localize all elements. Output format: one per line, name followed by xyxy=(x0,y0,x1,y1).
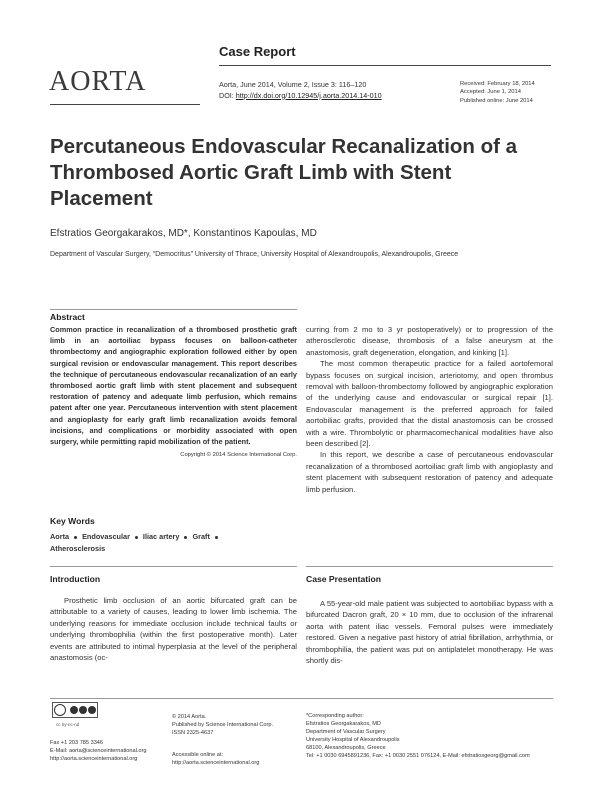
journal-logo-text: AORTA xyxy=(49,66,147,97)
copyright-year: © 2014 Aorta. xyxy=(172,714,207,720)
cc-label: cc by-nc-nd xyxy=(56,722,80,727)
journal-logo xyxy=(49,66,147,98)
case-presentation-heading: Case Presentation xyxy=(306,574,381,584)
citation-line: Aorta, June 2014, Volume 2, Issue 3: 116–120 xyxy=(219,80,367,89)
title-line-2: Thrombosed Aortic Graft Limb with Stent xyxy=(50,161,452,184)
bullet-icon xyxy=(74,536,77,539)
corresponding-author xyxy=(306,712,530,761)
bullet-icon xyxy=(215,536,218,539)
article-title xyxy=(50,134,560,212)
corr-contact: Tel: +1 0030 6945891236, Fax: +1 0030 2551 076124, E-Mail: efstratiosgeorg@gmail.com xyxy=(306,753,530,760)
cc-license-logo xyxy=(52,702,98,718)
email-line[interactable]: E-Mail: aorta@scienceinternational.org xyxy=(50,748,147,755)
paragraph: The most common therapeutic practice for a failed aortofemoral bypass focuses on surgical incision, arteriotomy, and open thrombus removal with balloon-thrombectomy followed by angiographic exploration of the underlying cause and endovascular or surgical repair [1]. Endovascular management is the preferred approach for failed aortobiliac grafts, provided that the distal anastomosis can be crossed with a wire. Thrombolytic or pharmacomechanical modalities have also been described [2]. xyxy=(306,359,553,449)
case-paragraph: A 55-year-old male patient was subjected to aortobiliac bypass with a bifurcated Dacron graft, 20 × 10 mm, due to occlusion of the infrarenal aorta with patent iliac vessels. Femoral pulses were immediately restored. Given a negative past history of atrial fibrillation, arrhythmia, or thrombophilia, the patient was put on antiplatelet monotherapy. He was shortly dis- xyxy=(306,599,553,666)
abstract-body: Common practice in recanalization of a thrombosed prosthetic graft limb in an aortoiliac bypass focuses on balloon-catheter thrombectomy and angiographic exploration followed either by open surgical revision or endovascular management. This report describes the technique of percutaneous endovascular recanalization of an early thrombosed aortic graft limb with stent placement and subsequent restoration of patency and adequate limb perfusion, which remains patent after one year. Percutaneous intervention with stent placement and angioplasty for early graft limb recanalization avoids femoral incisions, and complications or morbidity associated with open surgery, while permitting rapid mobilization of the patient. xyxy=(50,325,297,447)
footer-rule xyxy=(50,698,553,699)
header-rule-right xyxy=(219,65,551,66)
cc-license-icon xyxy=(52,702,98,718)
keyword: Graft xyxy=(192,532,210,541)
case-rule xyxy=(306,566,553,567)
keywords-list xyxy=(50,531,297,554)
abstract-copyright: Copyright © 2014 Science International Corp. xyxy=(180,452,297,459)
keyword: Endovascular xyxy=(82,532,130,541)
right-column-body xyxy=(306,324,553,495)
keyword: Atherosclerosis xyxy=(50,543,106,553)
abstract-rule xyxy=(50,309,297,310)
doi-link[interactable]: http://dx.doi.org/10.12945/j.aorta.2014.14-010 xyxy=(235,90,382,100)
abstract-heading: Abstract xyxy=(50,312,85,322)
abstract-text xyxy=(50,324,297,459)
title-line-1: Percutaneous Endovascular Recanalization of a xyxy=(50,135,518,158)
header-rule-left xyxy=(50,104,200,105)
issn-line: ISSN 2325-4637 xyxy=(172,730,214,737)
published-date: Published online: June 2014 xyxy=(460,97,533,104)
keyword: Iliac artery xyxy=(142,532,180,541)
corr-city: 68100, Alexandroupolis, Greece xyxy=(306,745,386,752)
authors: Efstratios Georgakarakos, MD*, Konstantinos Kapoulas, MD xyxy=(50,228,317,239)
bullet-icon xyxy=(135,536,138,539)
footer-accessible xyxy=(172,751,259,767)
accepted-date: Accepted: June 1, 2014 xyxy=(460,89,521,96)
title-line-3: Placement xyxy=(50,187,153,210)
corr-name: Efstratios Georgakarakos, MD xyxy=(306,721,381,728)
introduction-paragraph: Prosthetic limb occlusion of an aortic bifurcated graft can be attributable to a variety of causes, leading to lower limb ischemia. The underlying reasons for immediate occlusion include technical faults or underlying thrombophilia (within the first postoperative month). Later events are attributed to intimal hyperplasia at the level of the peripheral anastomosis (oc- xyxy=(50,596,297,663)
website-line[interactable]: http://aorta.scienceinternational.org xyxy=(50,756,138,763)
fax-line: Fax +1 203 785 3346 xyxy=(50,740,104,746)
accessible-url[interactable]: http://aorta.scienceinternational.org xyxy=(172,760,260,767)
case-presentation-body xyxy=(306,598,553,666)
abstract-section xyxy=(50,312,297,461)
paragraph: In this report, we describe a case of percutaneous endovascular recanalization of a thrombosed aortoiliac graft limb with angioplasty and stent placement with subsequent restoration of patency and adequate limb perfusion. xyxy=(306,450,553,494)
corr-dept: Department of Vascular Surgery xyxy=(306,729,386,736)
footer-contact xyxy=(50,739,146,763)
affiliation: Department of Vascular Surgery, “Democritus” University of Thrace, University Hospital of Alexandroupolis, Alexandroupolis, Greece xyxy=(50,251,459,258)
introduction-heading: Introduction xyxy=(50,574,101,584)
received-date: Received: February 18, 2014 xyxy=(460,81,535,87)
doi-line xyxy=(219,91,382,102)
article-type-label: Case Report xyxy=(219,44,296,59)
doi-label: DOI: xyxy=(219,90,234,100)
dates-block xyxy=(460,80,535,105)
publisher-line: Published by Science International Corp. xyxy=(172,722,274,729)
introduction-body xyxy=(50,595,297,663)
intro-rule xyxy=(50,566,297,567)
corr-hosp: University Hospital of Alexandroupolis xyxy=(306,737,400,744)
paragraph: curring from 2 mo to 3 yr postoperatively) or to progression of the atherosclerotic disease, thrombosis of a false aneurysm at the anastomosis, graft degeneration, elongation, and kinking [1]. xyxy=(306,325,553,357)
keyword: Aorta xyxy=(50,532,70,541)
bullet-icon xyxy=(184,536,187,539)
keywords-heading: Key Words xyxy=(50,516,95,526)
footer-publisher xyxy=(172,713,273,737)
corr-label: *Corresponding author: xyxy=(306,713,364,719)
accessible-label: Accessible online at: xyxy=(172,752,223,758)
citation-block xyxy=(219,80,382,101)
